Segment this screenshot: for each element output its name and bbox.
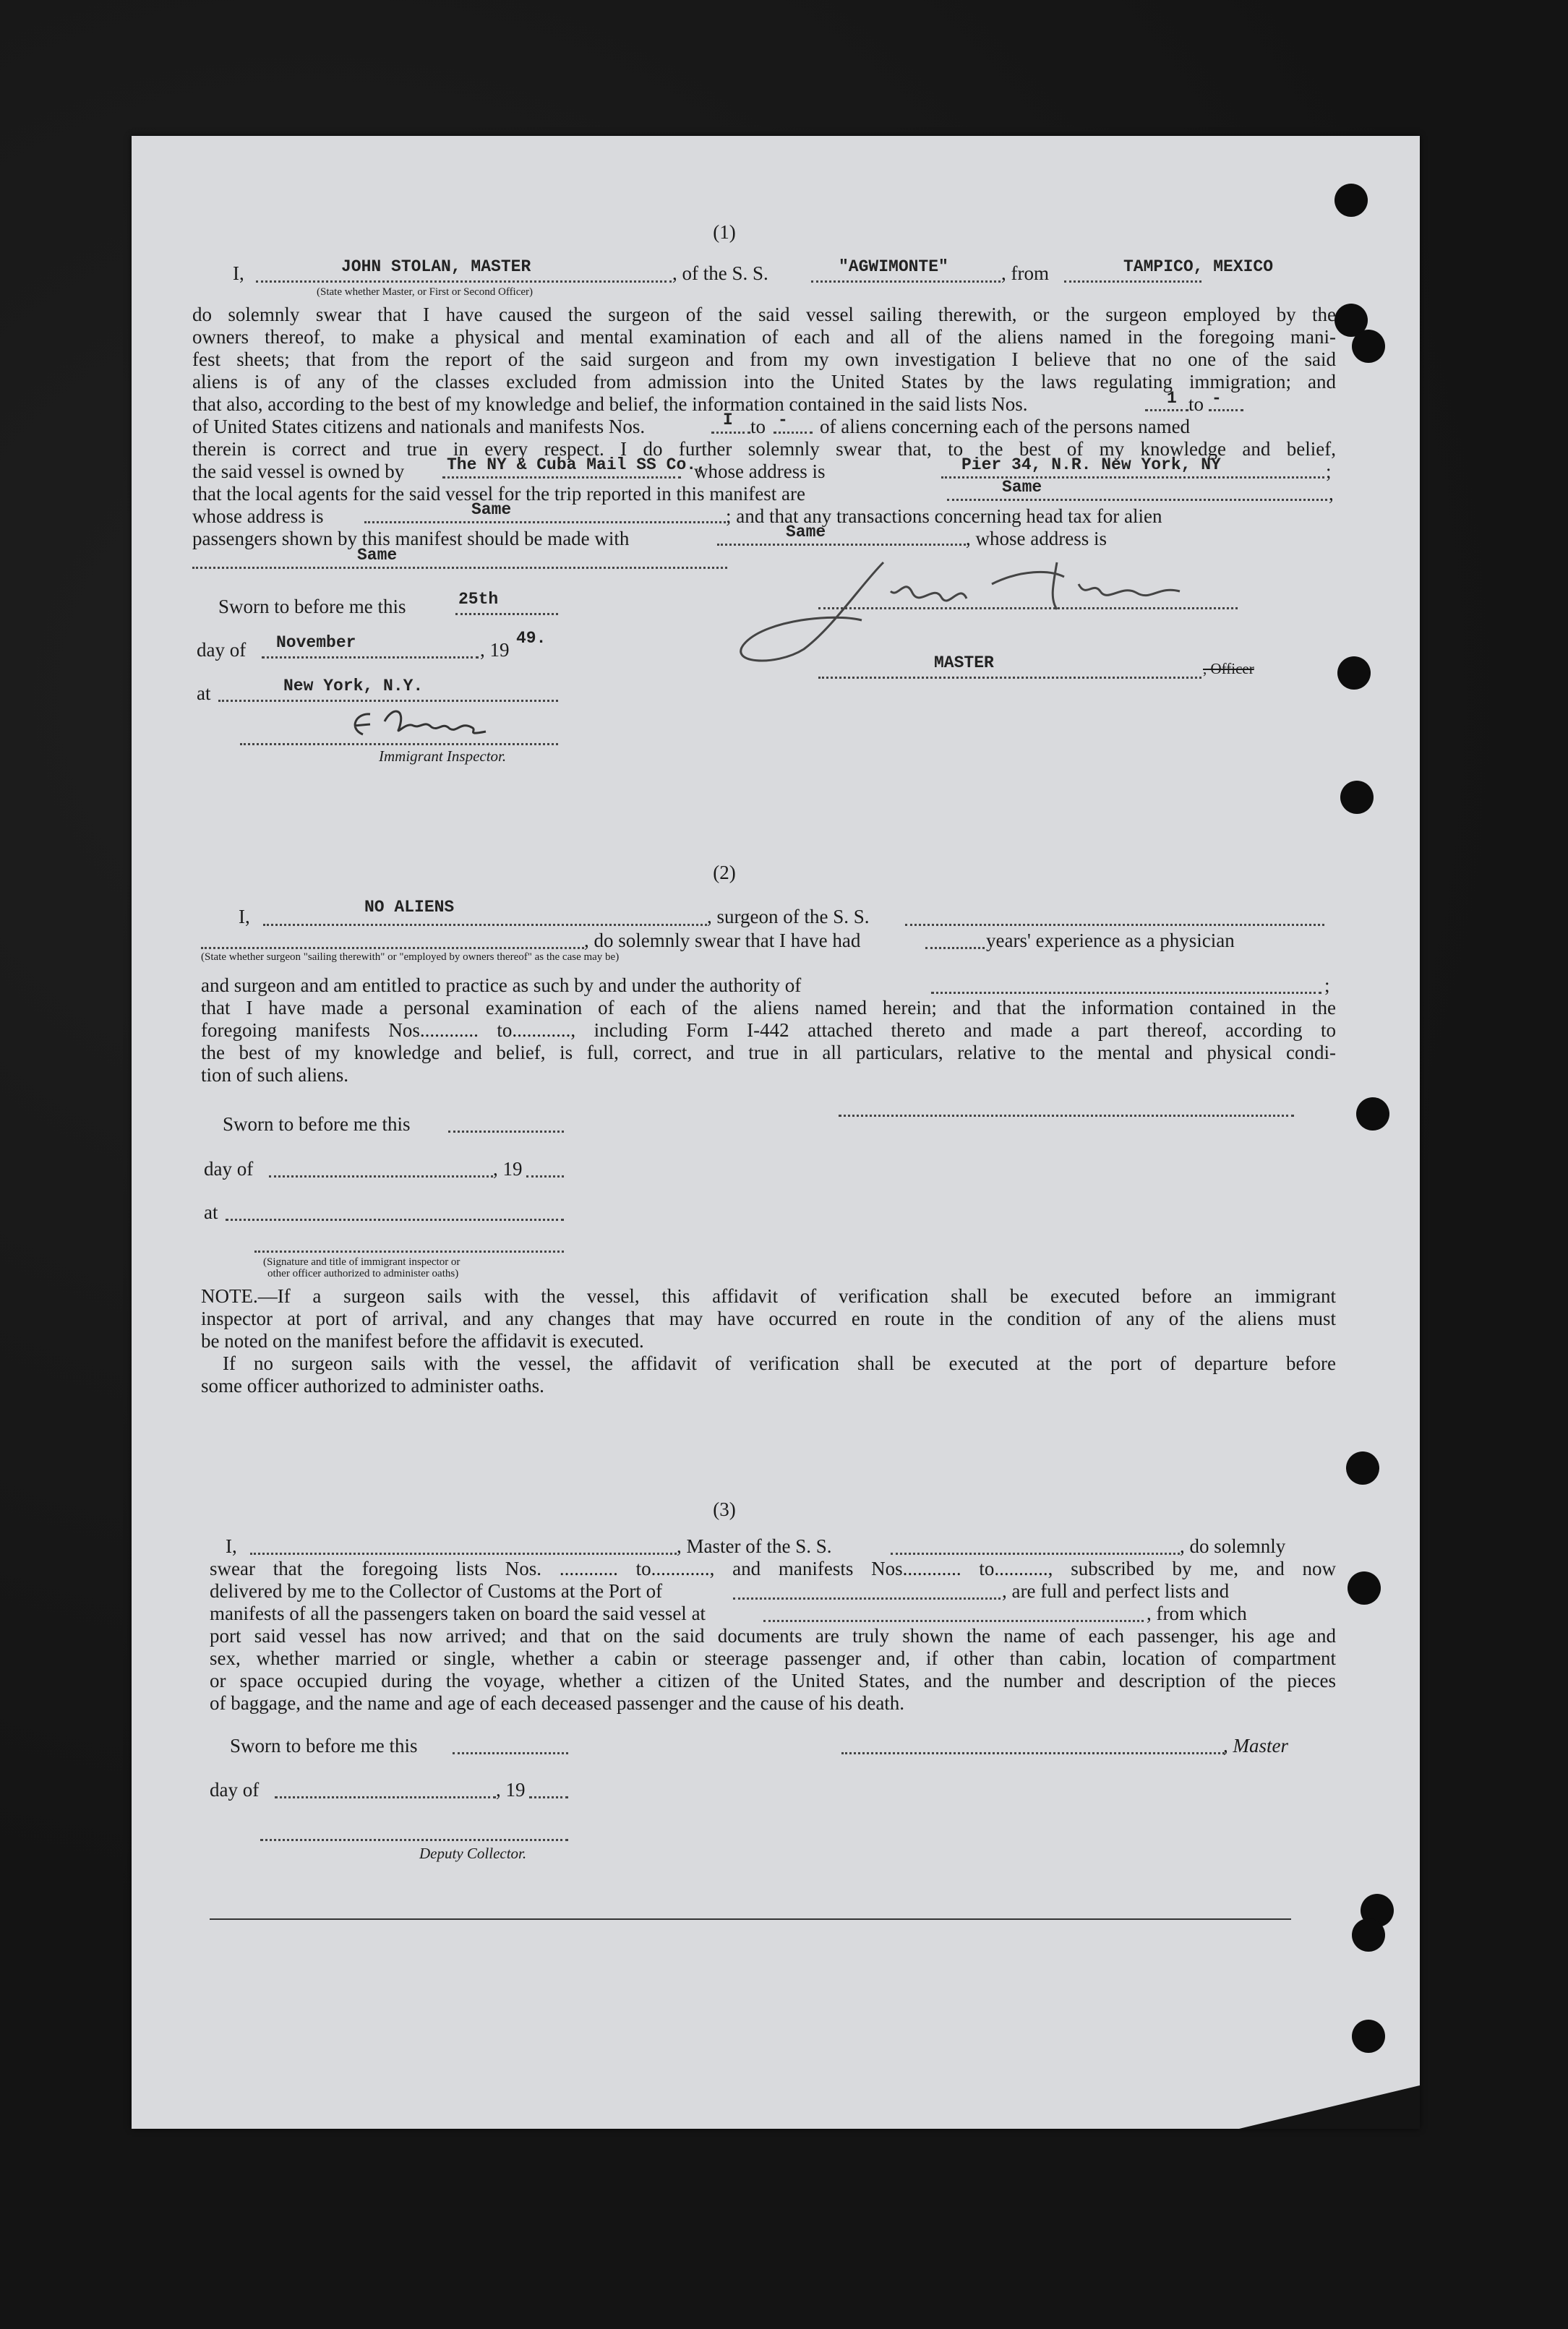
s1-manifests-text-end: of aliens concerning each of the persons named [820,416,1191,437]
s1-man-to: - [778,411,788,429]
s1-manifests-text: of United States citizens and nationals and manifests Nos. [192,416,646,437]
s3-ss-line [891,1553,1180,1555]
s1-man-from-line [711,432,750,434]
s1-inspector-sig-line [240,743,558,745]
s2-note-line: be noted on the manifest before the affidavit is executed. [201,1330,644,1352]
s3-master-label: , Master [1223,1735,1288,1757]
s1-vessel-line [811,280,1001,283]
punch-hole [1352,2020,1385,2053]
s2-body-line: foregoing manifests Nos............ to............, including Form I-442 attached thereto and made a part thereof, according to [201,1019,1336,1041]
s2-experience-end: years' experience as a physician [986,930,1235,951]
s1-body-line: aliens is of any of the classes excluded from admission into the United States by the laws regulating immigration; and [192,371,1336,393]
s1-list-from-line [1145,409,1188,411]
s2-experience-label: , do solemnly swear that I have had [584,930,861,951]
s3-year-line [529,1796,568,1798]
s3-port-label: delivered by me to the Collector of Customs at the Port of [210,1580,663,1602]
s1-list-to: - [1212,389,1222,408]
s1-headtax-label: passengers shown by this manifest should be made with [192,528,630,549]
s1-lists-to: to [1188,393,1204,415]
s1-agents-label: that the local agents for the said vessel for the trip reported in this manifest are [192,483,805,505]
s1-headtax: Same [786,523,826,541]
s1-title-line [818,677,1201,679]
s3-port-end: , are full and perfect lists and [1002,1580,1230,1602]
s1-sworn-label: Sworn to before me this [218,596,406,617]
s1-agents: Same [1002,478,1042,497]
s1-headtax-address: Same [357,546,398,565]
s3-collector-caption: Deputy Collector. [419,1845,527,1862]
s1-sworn-day: 25th [458,590,499,609]
s2-note-line: If no surgeon sails with the vessel, the affidavit of verification shall be executed at the port of departure before [223,1352,1336,1374]
s1-master-caption: (State whether Master, or First or Second Officer) [317,286,534,298]
s2-body-line: the best of my knowledge and belief, is full, correct, and true in all particulars, relative to the mental and physical condi- [201,1042,1336,1063]
s3-i-label: I, [226,1535,237,1557]
s2-surgeon-name: NO ALIENS [364,898,455,917]
s3-master-name-line [250,1553,677,1555]
s1-inspector-caption: Immigrant Inspector. [379,747,507,765]
s2-capacity-caption: (State whether surgeon "sailing therewith" or "employed by owners thereof" as the case may be) [201,951,620,963]
s1-headtax-address-label: , whose address is [966,528,1107,549]
punch-hole [1334,184,1368,217]
s2-sig-caption-1: (Signature and title of immigrant inspector or [263,1256,460,1268]
s3-master-of-label: , Master of the S. S. [677,1535,832,1557]
s1-list-from: 1 [1167,389,1177,408]
s3-sworn-line [453,1752,568,1754]
s1-man-to-line [774,432,813,434]
s2-authority-line [931,992,1321,994]
s1-place: New York, N.Y. [283,677,424,695]
s2-place-line [226,1219,564,1221]
s3-master-sig-line [841,1752,1225,1754]
s3-boarded-label: manifests of all the passengers taken on board the said vessel at [210,1603,706,1624]
s1-owner-line [442,476,681,479]
s2-sworn-label: Sworn to before me this [223,1113,411,1135]
s3-boarded-line [763,1620,1144,1622]
s1-of-ss-label: , of the S. S. [672,262,768,284]
s2-authority-label: and surgeon and am entitled to practice as such by and under the authority of [201,974,802,996]
s1-master-name-line [256,280,672,283]
punch-hole [1352,330,1385,363]
s1-title: MASTER [934,653,994,672]
s2-body-line: tion of such aliens. [201,1064,348,1086]
s2-note-line: NOTE.—If a surgeon sails with the vessel, this affidavit of verification shall be executed before an immigrant [201,1285,1336,1307]
s2-year-prefix: , 19 [493,1158,523,1180]
punch-hole [1346,1451,1379,1485]
s2-body-line: that I have made a personal examination of each of the aliens named herein; and that the information contained in the [201,997,1336,1018]
s2-surgeon-name-line [263,924,707,926]
s1-lists-text: that also, according to the best of my knowledge and belief, the information contained in the said lists Nos. [192,393,1028,415]
s2-surgeon-of-label: , surgeon of the S. S. [707,906,870,927]
s1-owned-label: the said vessel is owned by [192,460,405,482]
s3-collector-line [260,1839,568,1841]
s1-agents-address-label: whose address is [192,505,324,527]
bottom-rule [210,1918,1291,1920]
s1-body-line: owners thereof, to make a physical and mental examination of each and all of the aliens named in the foregoing mani- [192,326,1336,348]
punch-hole [1348,1571,1381,1605]
s1-day-of-label: day of [197,639,247,661]
s1-list-to-line [1209,409,1243,411]
s1-year-prefix: , 19 [480,639,510,661]
s1-master-name: JOHN STOLAN, MASTER [341,257,531,276]
s2-sworn-line [448,1131,564,1133]
s2-i-label: I, [239,906,250,927]
s2-years-line [925,947,985,949]
s2-ss-line [905,924,1324,926]
s1-man-to-label: to [750,416,766,437]
torn-corner [1239,2085,1420,2129]
s1-month-line [262,656,479,659]
s2-sig-caption-2: other officer authorized to administer oaths) [267,1268,459,1279]
s3-boarded-end: , from which [1147,1603,1247,1624]
s3-month-line [275,1796,496,1798]
s1-comma: , [1329,483,1334,505]
s1-owner-address-label: whose address is [694,460,826,482]
s1-vessel-name: "AGWIMONTE" [839,257,948,276]
s2-officer-sig-line [254,1251,564,1253]
s3-body-line: or space occupied during the voyage, whether a citizen of the United States, and the number and description of the pieces [210,1670,1336,1691]
s3-body-line: sex, whether married or single, whether a cabin or steerage passenger and, if other than cabin, location of compartment [210,1647,1336,1669]
s1-man-from: I [723,411,733,429]
s2-authority-end: ; [1324,974,1330,996]
s1-sworn-day-line [455,613,558,615]
master-signature [717,541,1238,671]
s2-month-line [269,1175,493,1178]
s2-year-line [526,1175,564,1178]
s1-from-label: , from [1001,262,1049,284]
s1-agents-address-line [364,521,726,523]
s3-sworn-label: Sworn to before me this [230,1735,418,1757]
s3-port-line [733,1597,1001,1600]
s1-owner: The NY & Cuba Mail SS Co., [447,455,706,474]
s1-owner-address: Pier 34, N.R. New York, NY [961,455,1221,474]
punch-hole [1337,656,1371,690]
s1-agents-address: Same [471,500,512,519]
s2-note-line: inspector at port of arrival, and any changes that may have occurred en route in the condition of any of the aliens must [201,1308,1336,1329]
s1-at-label: at [197,682,211,704]
s1-agents-line [947,499,1327,501]
s1-body-line: therein is correct and true in every respect. I do further solemnly swear that, to the best of my knowledge and belief, [192,438,1336,460]
s1-i-label: I, [233,262,244,284]
s3-solemnly: , do solemnly [1180,1535,1286,1557]
s1-body-line: fest sheets; that from the report of the said surgeon and from my own investigation I believe that no one of the said [192,348,1336,370]
s3-body-line: swear that the foregoing lists Nos. ............ to............, and manifests Nos............ to..........., subscribed by me, and now [210,1558,1336,1579]
s2-signature-line [839,1115,1294,1117]
punch-hole [1352,1918,1385,1952]
s2-day-of-label: day of [204,1158,254,1180]
s3-body-line: of baggage, and the name and age of each deceased passenger and the cause of his death. [210,1692,905,1714]
section-1-number: (1) [713,221,736,243]
s3-body-line: port said vessel has now arrived; and that on the said documents are truly shown the name of each passenger, his age and [210,1625,1336,1647]
s3-year-prefix: , 19 [496,1779,526,1801]
s2-note-line: some officer authorized to administer oaths. [201,1375,544,1397]
section-2-number: (2) [713,862,736,883]
s1-master-sig-line [818,607,1238,609]
s1-from-line [1064,280,1201,283]
punch-hole [1340,781,1374,814]
s1-headtax-address-line [192,567,727,569]
s1-semicolon: ; [1326,460,1332,482]
s1-month: November [276,633,356,652]
section-3-number: (3) [713,1498,736,1520]
s3-day-of-label: day of [210,1779,260,1801]
s1-officer-struck: , Officer [1203,660,1254,677]
document-page [132,136,1420,2129]
punch-hole [1356,1097,1389,1131]
s1-year: 49. [516,629,547,648]
s2-capacity-line [201,947,584,949]
s1-port-from: TAMPICO, MEXICO [1123,257,1274,276]
s1-body-line: do solemnly swear that I have caused the surgeon of the said vessel sailing therewith, or the surgeon employed by the [192,304,1336,325]
s1-headtax-text: ; and that any transactions concerning head tax for alien [726,505,1162,527]
s2-at-label: at [204,1201,218,1223]
s1-owner-address-line [941,476,1324,479]
